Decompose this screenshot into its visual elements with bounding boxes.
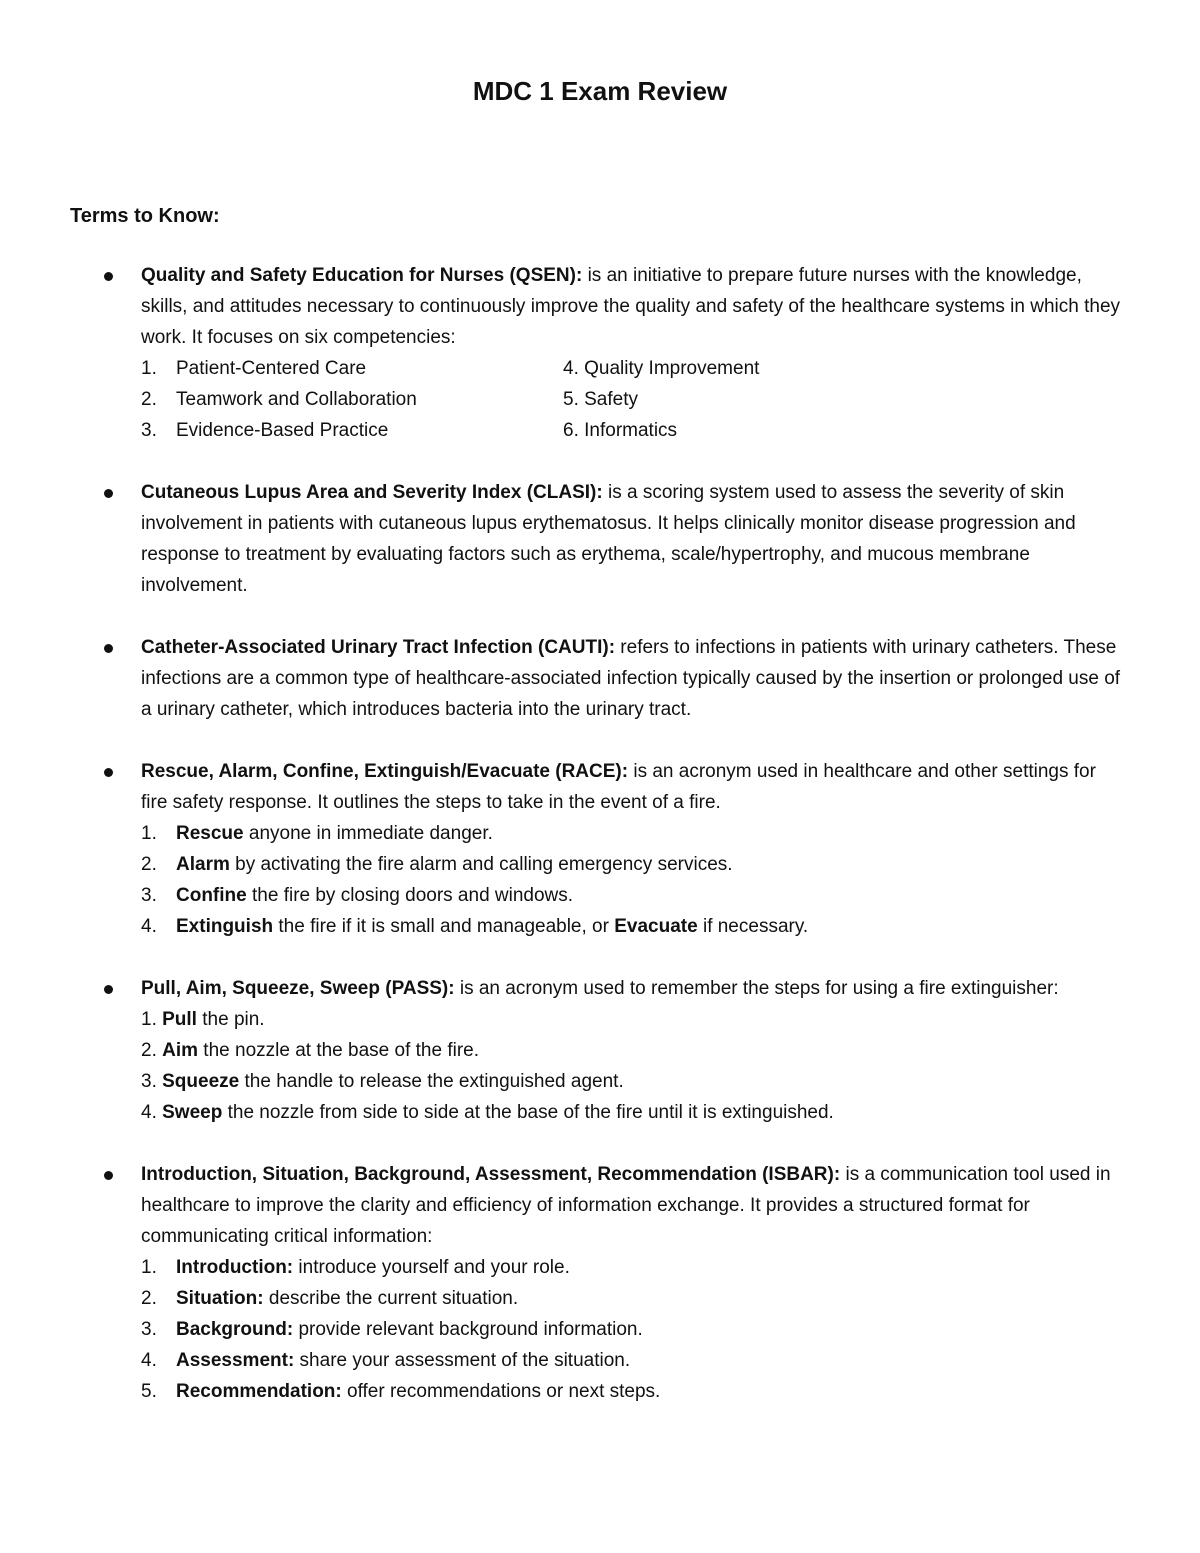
competency-item: 4. Quality Improvement <box>563 358 760 379</box>
competency-item: 2. Teamwork and Collaboration <box>141 389 417 410</box>
list-item: 4. Extinguish the fire if it is small and manageable, or Evacuate if necessary. <box>141 916 809 937</box>
list-item: 4. Sweep the nozzle from side to side at the base of the fire until it is extinguished. <box>141 1102 834 1123</box>
list-item: 2. Situation: describe the current situation. <box>141 1288 519 1309</box>
term-description: is an initiative to prepare future nurses with the knowledge, skills, and attitudes necessary to continuously improve the quality and safety of the healthcare systems in which they work. It focuses on six competencies: <box>141 265 1121 348</box>
race-steps <box>141 818 1122 942</box>
terms-list <box>0 260 1200 1438</box>
term-cauti <box>0 632 1200 725</box>
term-clasi <box>0 477 1200 601</box>
list-item: 3. Confine the fire by closing doors and windows. <box>141 885 574 906</box>
term-isbar <box>0 1159 1200 1407</box>
term-name: Catheter-Associated Urinary Tract Infection (CAUTI): <box>141 637 616 658</box>
bullet-icon <box>104 1171 113 1180</box>
competency-item: 6. Informatics <box>563 420 678 441</box>
term-pass <box>0 973 1200 1128</box>
pass-steps <box>141 1004 1122 1128</box>
bullet-icon <box>104 768 113 777</box>
section-heading: Terms to Know: <box>70 205 220 227</box>
term-description: is an acronym used in healthcare and other settings for fire safety response. It outlines the steps to take in the event of a fire. <box>141 761 1096 813</box>
list-item: 1. Introduction: introduce yourself and your role. <box>141 1257 570 1278</box>
list-item: 3. Squeeze the handle to release the extinguished agent. <box>141 1071 624 1092</box>
list-item: 4. Assessment: share your assessment of the situation. <box>141 1350 631 1371</box>
page-title: MDC 1 Exam Review <box>472 76 728 106</box>
term-description: is a communication tool used in healthcare to improve the clarity and efficiency of information exchange. It provides a structured format for communicating critical information: <box>141 1164 1111 1247</box>
term-name: Rescue, Alarm, Confine, Extinguish/Evacuate (RACE): <box>141 761 629 782</box>
competency-grid <box>141 353 1122 446</box>
isbar-steps <box>141 1252 1122 1407</box>
bullet-icon <box>104 985 113 994</box>
term-description: is an acronym used to remember the steps for using a fire extinguisher: <box>454 978 1059 999</box>
list-item: 5. Recommendation: offer recommendations or next steps. <box>141 1381 661 1402</box>
list-item: 1. Rescue anyone in immediate danger. <box>141 823 493 844</box>
list-item: 2. Aim the nozzle at the base of the fire. <box>141 1040 479 1061</box>
competency-item: 3. Evidence-Based Practice <box>141 420 389 441</box>
term-name: Cutaneous Lupus Area and Severity Index (CLASI): <box>141 482 603 503</box>
competency-item: 1. Patient-Centered Care <box>141 358 367 379</box>
term-name: Introduction, Situation, Background, Assessment, Recommendation (ISBAR): <box>141 1164 841 1185</box>
list-item: 1. Pull the pin. <box>141 1009 265 1030</box>
competency-item: 5. Safety <box>563 389 639 410</box>
list-item: 3. Background: provide relevant background information. <box>141 1319 643 1340</box>
term-description: is a scoring system used to assess the severity of skin involvement in patients with cutaneous lupus erythematosus. It helps clinically monitor disease progression and response to treatment by evaluating factors such as erythema, scale/hypertrophy, and mucous membrane involvement. <box>141 482 1076 596</box>
bullet-icon <box>104 489 113 498</box>
term-name: Quality and Safety Education for Nurses (QSEN): <box>141 265 583 286</box>
term-name: Pull, Aim, Squeeze, Sweep (PASS): <box>141 978 455 999</box>
bullet-icon <box>104 272 113 281</box>
bullet-icon <box>104 644 113 653</box>
term-race <box>0 756 1200 942</box>
term-description: refers to infections in patients with urinary catheters. These infections are a common type of healthcare-associated infection typically caused by the insertion or prolonged use of a urinary catheter, which introduces bacteria into the urinary tract. <box>141 637 1121 720</box>
list-item: 2. Alarm by activating the fire alarm and calling emergency services. <box>141 854 733 875</box>
term-qsen <box>0 260 1200 446</box>
